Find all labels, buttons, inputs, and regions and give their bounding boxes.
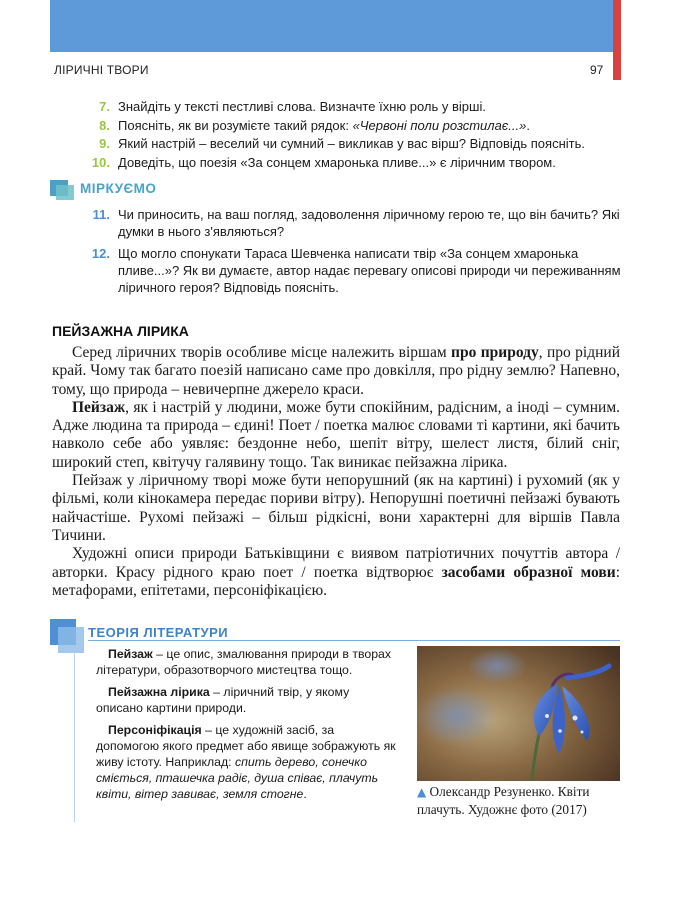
term: Персоніфікація [108,723,202,737]
header-band [50,0,613,52]
question-number: 7. [99,99,110,114]
section-title: ПЕЙЗАЖНА ЛІРИКА [52,323,189,339]
flower-photo [417,646,620,781]
paragraph: Пейзаж, як і настрій у людини, може бути спокійним, радісним, а іноді – сумним. Адже людина та природа – єдині! Поет / поетка малює словами ті картини, які бачить навколо себе або уявляє: бездонне небо, шепіт вітру, шелест листя, білий сніг, широкий степ, квітучу галявину тощо. Так виникає пейзажна лірика. [52,398,620,471]
definition: Персоніфікація – це художній засіб, за допомогою якого предмет або явище зображують як живу істоту. Наприклад: спить дерево, сонечко сміється, пташечка радіє, душа співає, плачуть квіти, вітер завиває, земля стогне. [96,723,396,801]
mirkuemo-title: МІРКУЄМО [80,181,157,196]
paragraph: Пейзаж у ліричному творі може бути непорушний (як на картині) і рухомий (як у фільмі, коли кінокамера передає пориви вітру). Непорушні поетичні пейзажі бувають найчастіше. Рухомі пейзажі – більш рідкісні, вони характерні для віршів Павла Тичини. [52,472,620,544]
question-number: 10. [91,154,110,170]
quoted-line: «Червоні поли розстилає...» [352,117,527,133]
question-item [90,206,630,240]
question-number: 8. [99,117,110,133]
question-number: 11. [92,207,110,222]
question-text: Доведіть, що поезія «За сонцем хмаронька пливе...» є ліричним твором. [118,154,556,170]
divider [88,640,620,641]
term: Пейзаж [108,647,153,661]
mirkuemo-icon [50,180,74,200]
paragraph: Художні описи природи Батьківщини є виявом патріотичних почуттів автора / авторки. Красу рідного краю поет / поетка відтворює засобами образної мови: метафорами, епітетами, персоніфікацією. [52,545,620,599]
page-number: 97 [590,63,604,77]
definition: Пейзаж – це опис, змалювання природи в творах літератури, образотворчого мистецтва тощо. [96,647,392,677]
question-text: Який настрій – веселий чи сумний – викликав у вас вірш? Відповідь поясніть. [118,136,585,151]
question-item [90,154,630,171]
question-item [90,245,630,296]
question-number: 12. [91,246,110,261]
question-text: Чи приносить, на ваш погляд, задоволення ліричному герою те, що він бачить? Які думки в нього з'являються? [118,207,620,239]
paragraph: Серед ліричних творів особливе місце належить віршам про природу, про рідний край. Чому так багато поезій написано саме про довкілля, про рідну землю? Напевно, тому, що природа – невичерпне джерело краси. [52,344,620,398]
caption-marker-icon: ▲ [417,785,427,799]
mirkuemo-questions [90,206,630,298]
question-text: Знайдіть у тексті пестливі слова. Визначте їхню роль у вірші. [118,99,486,114]
question-text: Що могло спонукати Тараса Шевченка написати твір «За сонцем хмаронька пливе...»? Як ви думаєте, автор надає перевагу описові природи чи переживанням ліричного героя? Відповідь поясніть. [118,246,621,295]
question-text: Поясніть, як ви розумієте такий рядок: «Червоні поли розстилає...». [118,117,530,133]
questions-list [90,98,630,172]
definition: Пейзажна лірика – ліричний твір, у якому описано картини природи. [96,685,350,715]
divider [74,652,75,822]
section-body [52,344,620,600]
question-item [90,117,630,134]
term: Пейзажна лірика [108,685,210,699]
header-accent-bar [613,0,621,80]
question-item [90,135,630,152]
photo-caption: ▲ Олександр Резуненко. Квіти плачуть. Художнє фото (2017) [417,784,590,817]
theory-definitions [96,646,398,808]
question-number: 9. [99,136,110,151]
question-item [90,98,630,115]
running-head: ЛІРИЧНІ ТВОРИ [54,63,149,77]
examples: спить дерево, сонечко сміється, пташечка радіє, душа співає, плачуть квіти, вітер завиває, земля стогне [96,755,379,801]
theory-icon [50,619,84,653]
theory-title: ТЕОРІЯ ЛІТЕРАТУРИ [88,625,229,640]
